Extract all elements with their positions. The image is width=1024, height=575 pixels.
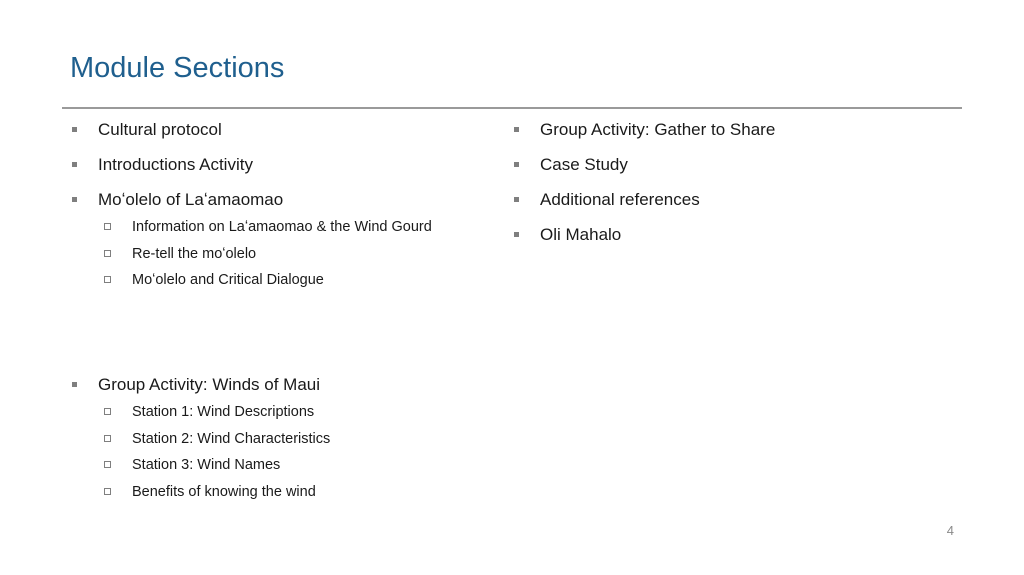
- sub-bullet-item: [104, 245, 490, 264]
- sub-bullet-item: [104, 456, 490, 475]
- sub-bullet-item: [104, 430, 490, 449]
- sub-bullet-item: [104, 218, 490, 237]
- title-divider: [62, 107, 962, 109]
- sub-bullet-item: [104, 483, 490, 502]
- hollow-square-bullet-icon: [104, 488, 111, 495]
- sub-bullet-text: Station 2: Wind Characteristics: [132, 430, 331, 447]
- square-bullet-icon: [514, 232, 519, 237]
- bullet-text: Introductions Activity: [98, 155, 253, 174]
- bullet-item: [70, 189, 490, 210]
- hollow-square-bullet-icon: [104, 276, 111, 283]
- bullet-item: [512, 154, 932, 175]
- sub-bullet-item: [104, 271, 490, 290]
- square-bullet-icon: [72, 127, 77, 132]
- sub-bullet-list: [104, 218, 490, 290]
- hollow-square-bullet-icon: [104, 435, 111, 442]
- bullet-item: [512, 224, 932, 245]
- hollow-square-bullet-icon: [104, 250, 111, 257]
- square-bullet-icon: [72, 197, 77, 202]
- bullet-text: Cultural protocol: [98, 120, 222, 139]
- square-bullet-icon: [72, 162, 77, 167]
- sub-bullet-text: Information on Laʻamaomao & the Wind Gourd: [132, 219, 432, 235]
- square-bullet-icon: [72, 382, 77, 387]
- sub-bullet-text: Station 1: Wind Descriptions: [132, 404, 315, 420]
- sub-bullet-text: Re-tell the moʻolelo: [132, 245, 257, 262]
- bullet-text: Group Activity: Winds of Maui: [98, 375, 321, 394]
- slide-title: Module Sections: [70, 52, 285, 84]
- sub-bullet-item: [104, 403, 490, 422]
- bullet-item: [70, 119, 490, 140]
- page-number: 4: [946, 523, 954, 538]
- square-bullet-icon: [514, 162, 519, 167]
- square-bullet-icon: [514, 197, 519, 202]
- square-bullet-icon: [514, 127, 519, 132]
- sub-bullet-list: [104, 403, 490, 502]
- left-bullet-column: [70, 115, 490, 516]
- sub-bullet-text: Station 3: Wind Names: [132, 457, 281, 473]
- sub-bullet-text: Moʻolelo and Critical Dialogue: [132, 272, 324, 288]
- sub-bullet-text: Benefits of knowing the wind: [132, 483, 316, 500]
- hollow-square-bullet-icon: [104, 461, 111, 468]
- bullet-text: Oli Mahalo: [540, 225, 622, 244]
- bullet-item: [512, 189, 932, 210]
- bullet-text: Case Study: [540, 155, 628, 174]
- hollow-square-bullet-icon: [104, 408, 111, 415]
- bullet-text: Group Activity: Gather to Share: [540, 120, 776, 139]
- bullet-text: Additional references: [540, 190, 700, 209]
- bullet-text: Moʻolelo of Laʻamaomao: [98, 190, 284, 209]
- right-bullet-column: [512, 115, 932, 259]
- hollow-square-bullet-icon: [104, 223, 111, 230]
- bullet-item: [70, 154, 490, 175]
- bullet-item: [512, 119, 932, 140]
- bullet-item: [70, 374, 490, 395]
